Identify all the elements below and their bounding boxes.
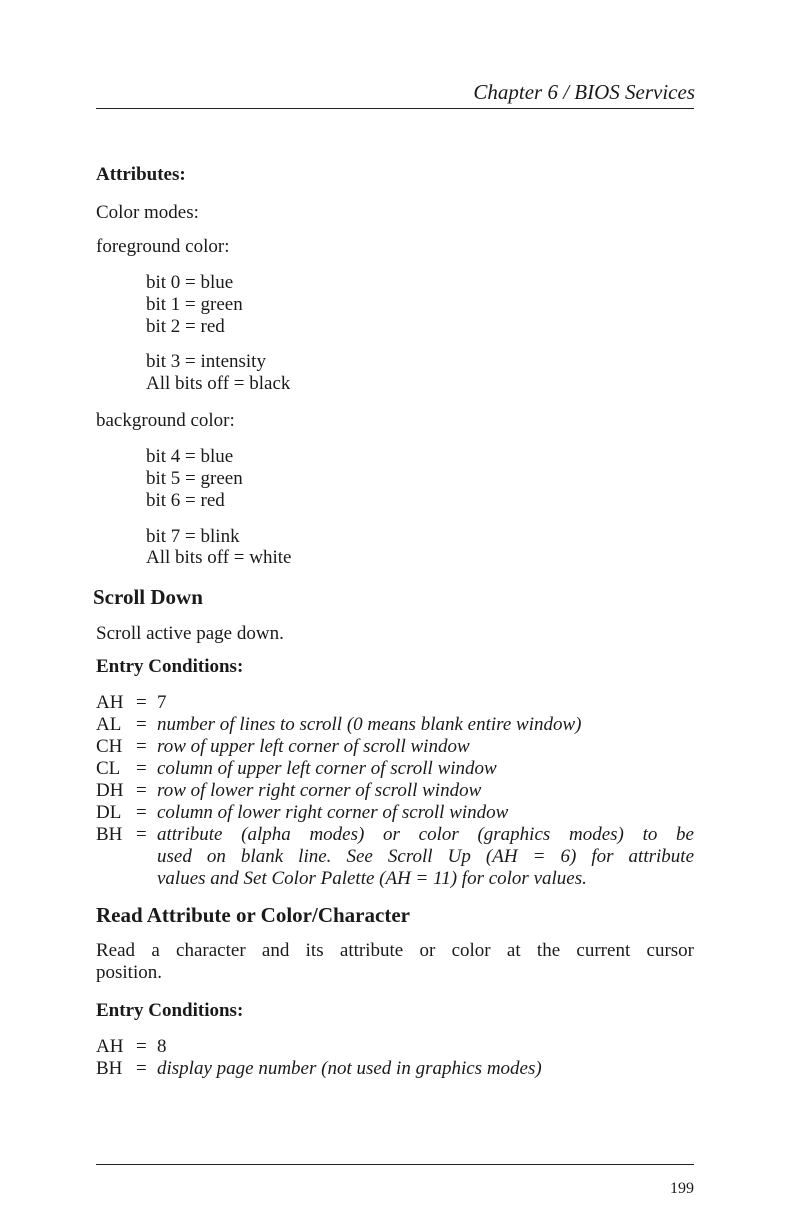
page-number: 199: [670, 1180, 694, 1197]
scroll-down-heading: Scroll Down: [93, 585, 203, 609]
equals-sign: =: [136, 736, 147, 757]
foreground-bit-1: bit 1 = green: [146, 294, 243, 315]
foreground-bit-2: bit 2 = red: [146, 316, 225, 337]
equals-sign: =: [136, 824, 147, 845]
background-bit-5: bit 5 = green: [146, 468, 243, 489]
register-name: BH: [96, 1058, 123, 1079]
equals-sign: =: [136, 780, 147, 801]
read-attribute-heading: Read Attribute or Color/Character: [96, 903, 410, 927]
register-name: AH: [96, 1036, 124, 1057]
register-value: attribute (alpha modes) or color (graphics modes) to be: [157, 824, 694, 845]
register-value: 8: [157, 1036, 167, 1057]
color-modes-label: Color modes:: [96, 202, 199, 223]
register-name: AH: [96, 692, 124, 713]
foreground-bit-0: bit 0 = blue: [146, 272, 234, 293]
background-bit-4: bit 4 = blue: [146, 446, 234, 467]
foreground-all-off: All bits off = black: [146, 373, 291, 394]
foreground-label: foreground color:: [96, 236, 230, 257]
equals-sign: =: [136, 1058, 147, 1079]
register-name: CL: [96, 758, 121, 779]
register-name: CH: [96, 736, 123, 757]
background-bit-6: bit 6 = red: [146, 490, 225, 511]
running-header: Chapter 6 / BIOS Services: [473, 80, 695, 104]
register-value-continuation: values and Set Color Palette (AH = 11) for color values.: [157, 868, 587, 889]
background-bit-7: bit 7 = blink: [146, 526, 240, 547]
read-attribute-entry-heading: Entry Conditions:: [96, 1000, 244, 1021]
footer-rule: [96, 1164, 694, 1165]
background-label: background color:: [96, 410, 235, 431]
register-name: BH: [96, 824, 123, 845]
register-value-continuation: used on blank line. See Scroll Up (AH = 6) for attribute: [157, 846, 694, 867]
scroll-down-entry-heading: Entry Conditions:: [96, 656, 244, 677]
equals-sign: =: [136, 802, 147, 823]
register-name: DL: [96, 802, 122, 823]
register-value: column of lower right corner of scroll window: [157, 802, 509, 823]
scroll-down-description: Scroll active page down.: [96, 623, 284, 644]
header-rule: [96, 108, 694, 109]
register-value: row of upper left corner of scroll window: [157, 736, 470, 757]
equals-sign: =: [136, 1036, 147, 1057]
register-value: display page number (not used in graphics modes): [157, 1058, 542, 1079]
equals-sign: =: [136, 758, 147, 779]
register-value: 7: [157, 692, 167, 713]
register-value: number of lines to scroll (0 means blank entire window): [157, 714, 582, 735]
read-attribute-description-cont: position.: [96, 962, 162, 983]
register-value: row of lower right corner of scroll window: [157, 780, 482, 801]
read-attribute-description: Read a character and its attribute or color at the current cursor: [96, 940, 694, 961]
register-name: DH: [96, 780, 124, 801]
foreground-bit-3: bit 3 = intensity: [146, 351, 266, 372]
background-all-off: All bits off = white: [146, 547, 292, 568]
register-value: column of upper left corner of scroll window: [157, 758, 497, 779]
equals-sign: =: [136, 714, 147, 735]
equals-sign: =: [136, 692, 147, 713]
register-name: AL: [96, 714, 122, 735]
attributes-heading: Attributes:: [96, 164, 186, 185]
